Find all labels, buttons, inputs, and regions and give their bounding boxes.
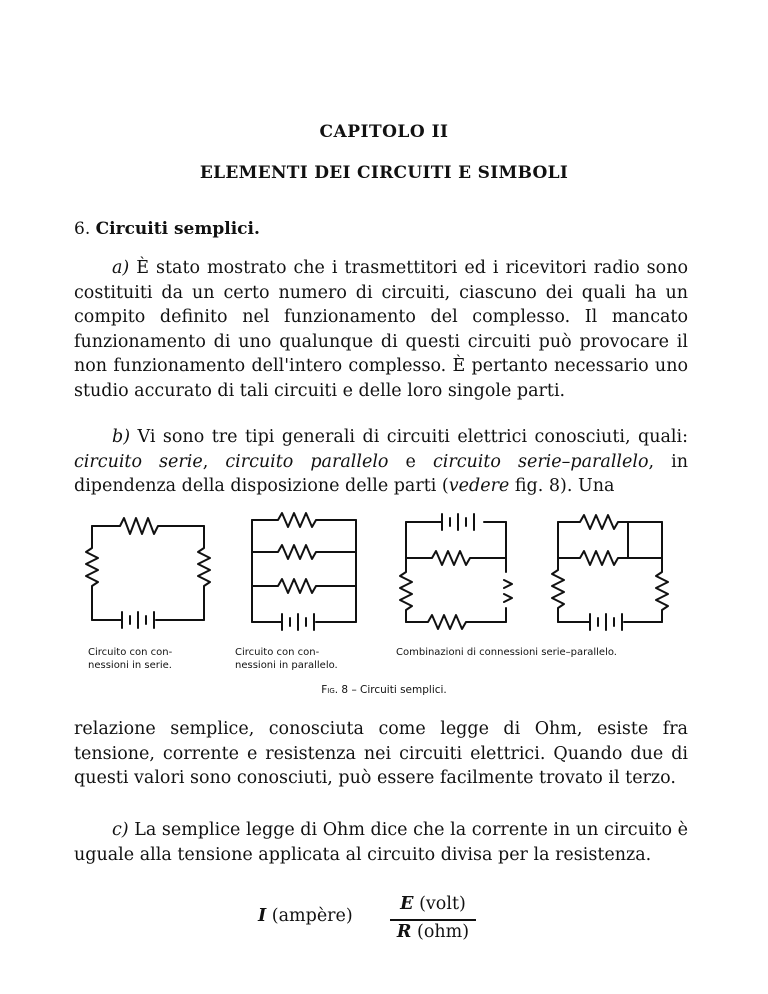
figure-title-text: – Circuiti semplici. xyxy=(348,684,447,696)
resistance-unit: (ohm) xyxy=(417,922,470,942)
paragraph-b-continued: relazione semplice, conosciuta come legge di Ohm, esiste fra tensione, corrente e resistenza nei circuiti elettrici. Quando due di questi valori sono conosciuti, può essere facilmente trovato il terzo. xyxy=(74,719,688,788)
paragraph-b-text-2: , in dipendenza della disposizione delle parti ( xyxy=(74,451,688,496)
term-series-parallel-circuit: circuito serie–parallelo xyxy=(432,451,649,472)
term-series-circuit: circuito serie xyxy=(74,451,203,472)
paragraph-b-sep-2: e xyxy=(388,451,433,472)
series-circuit-diagram xyxy=(86,518,210,628)
current-symbol: I xyxy=(258,906,267,926)
formula-lhs xyxy=(258,906,353,926)
caption-series xyxy=(88,646,172,672)
term-parallel-circuit: circuito parallelo xyxy=(225,451,389,472)
figure-caption xyxy=(0,684,768,696)
paragraph-a-label: a) xyxy=(112,258,130,278)
formula-denominator xyxy=(388,922,478,942)
caption-parallel xyxy=(235,646,338,672)
formula-numerator xyxy=(388,894,478,914)
section-heading xyxy=(74,219,260,239)
caption-series-parallel: Combinazioni di connessioni serie–parallelo. xyxy=(396,647,617,658)
current-unit: (ampère) xyxy=(271,906,353,926)
ohms-law-formula xyxy=(258,890,518,950)
figure-label: Fig. 8 xyxy=(321,684,349,696)
paragraph-b xyxy=(74,425,688,499)
paragraph-b-text-1: Vi sono tre tipi generali di circuiti elettrici conosciuti, quali: xyxy=(137,427,688,447)
series-parallel-circuit-diagram-2 xyxy=(552,515,668,630)
paragraph-b-sep-1: , xyxy=(202,451,226,472)
paragraph-b-label: b) xyxy=(112,427,131,447)
paragraph-a xyxy=(74,256,688,403)
paragraph-c-text: La semplice legge di Ohm dice che la corrente in un circuito è uguale alla tensione applicata al circuito divisa per la resistenza. xyxy=(74,820,688,865)
paragraph-c-label: c) xyxy=(112,820,129,840)
caption-parallel-line-2: nessioni in parallelo. xyxy=(235,660,338,671)
chapter-title: CAPITOLO II xyxy=(319,122,449,142)
caption-parallel-line-1: Circuito con con- xyxy=(235,647,320,658)
see-word: vedere xyxy=(448,476,510,496)
section-title: Circuiti semplici. xyxy=(95,219,260,239)
paragraph-c xyxy=(74,818,688,867)
parallel-circuit-diagram xyxy=(252,513,356,630)
figure-8 xyxy=(80,510,690,700)
caption-series-line-2: nessioni in serie. xyxy=(88,660,172,671)
series-parallel-circuit-diagram-1 xyxy=(400,514,512,629)
chapter-subtitle: ELEMENTI DEI CIRCUITI E SIMBOLI xyxy=(199,163,569,183)
voltage-unit: (volt) xyxy=(419,894,466,914)
caption-series-line-1: Circuito con con- xyxy=(88,647,173,658)
section-number: 6. xyxy=(74,219,91,239)
paragraph-a-text: È stato mostrato che i trasmettitori ed i ricevitori radio sono costituiti da un certo numero di circuiti, ciascuno dei quali ha un compito definito nel funzionamento del complesso. Il mancato funzionamento di uno qualunque di questi circuiti può provocare il non funzionamento dell'intero complesso. È pertanto necessario uno studio accurato di tali circuiti e delle loro singole parti. xyxy=(74,258,688,401)
paragraph-b-text-3: fig. 8). Una xyxy=(509,476,615,496)
voltage-symbol: E xyxy=(400,894,414,914)
fraction-bar xyxy=(390,919,476,921)
resistance-symbol: R xyxy=(396,922,412,942)
